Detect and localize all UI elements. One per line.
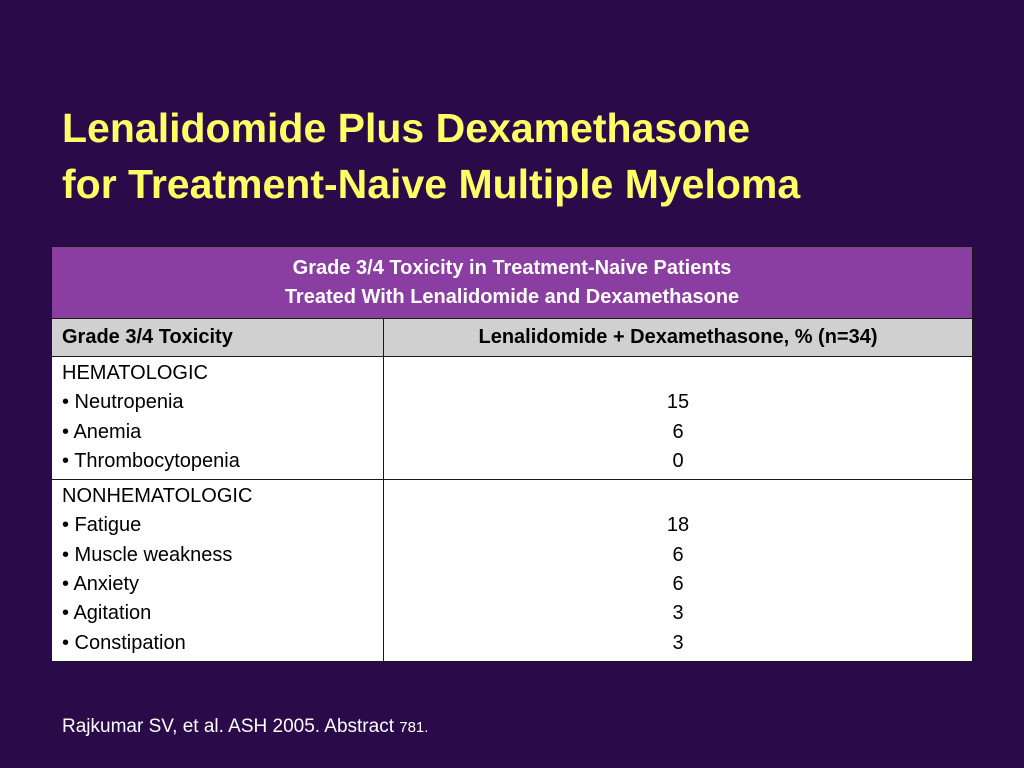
toxicity-table: [51, 246, 973, 662]
toxicity-item: • Anxiety: [62, 573, 140, 596]
toxicity-item: • Agitation: [62, 602, 152, 625]
category-label: NONHEMATOLOGIC: [62, 485, 253, 508]
slide-title-line-1: Lenalidomide Plus Dexamethasone: [62, 105, 751, 151]
slide-title: [62, 100, 1002, 212]
percentage-value: 3: [672, 602, 684, 625]
column-header-toxicity: Grade 3/4 Toxicity: [52, 319, 384, 357]
toxicity-item: • Anemia: [62, 420, 142, 443]
toxicity-item: • Muscle weakness: [62, 543, 233, 566]
value-spacer: [384, 359, 972, 388]
percentage-value: 3: [672, 631, 684, 654]
table-caption-line-2: Treated With Lenalidomide and Dexamethasone: [284, 286, 740, 308]
value-cell: [384, 357, 973, 480]
value-cell: [384, 480, 973, 662]
value-spacer: [384, 482, 972, 511]
table-row-hematologic: [52, 357, 973, 480]
toxicity-item: • Thrombocytopenia: [62, 449, 240, 472]
percentage-value: 15: [666, 391, 690, 414]
citation-footnote: [62, 716, 428, 738]
table-caption: [52, 247, 973, 319]
slide-title-line-2: for Treatment-Naive Multiple Myeloma: [62, 161, 801, 207]
table-caption-line-1: Grade 3/4 Toxicity in Treatment-Naive Patients: [292, 257, 732, 279]
category-label: HEMATOLOGIC: [62, 362, 208, 384]
toxicity-cell: [52, 357, 384, 480]
abstract-number: 781.: [399, 719, 429, 736]
table-caption-row: [52, 247, 973, 319]
percentage-value: 6: [672, 573, 684, 596]
table-header-row: [52, 319, 973, 357]
citation-text: Rajkumar SV, et al. ASH 2005. Abstract: [62, 716, 400, 737]
percentage-value: 6: [672, 543, 684, 566]
percentage-value: 18: [666, 514, 690, 537]
toxicity-item: • Fatigue: [62, 514, 142, 537]
percentage-value: 6: [672, 420, 684, 443]
toxicity-item: • Constipation: [62, 631, 186, 654]
percentage-value: 0: [672, 449, 684, 472]
column-header-percentage: Lenalidomide + Dexamethasone, % (n=34): [384, 319, 973, 357]
table-row-nonhematologic: [52, 480, 973, 662]
toxicity-cell: [52, 480, 384, 662]
toxicity-item: • Neutropenia: [62, 391, 184, 414]
